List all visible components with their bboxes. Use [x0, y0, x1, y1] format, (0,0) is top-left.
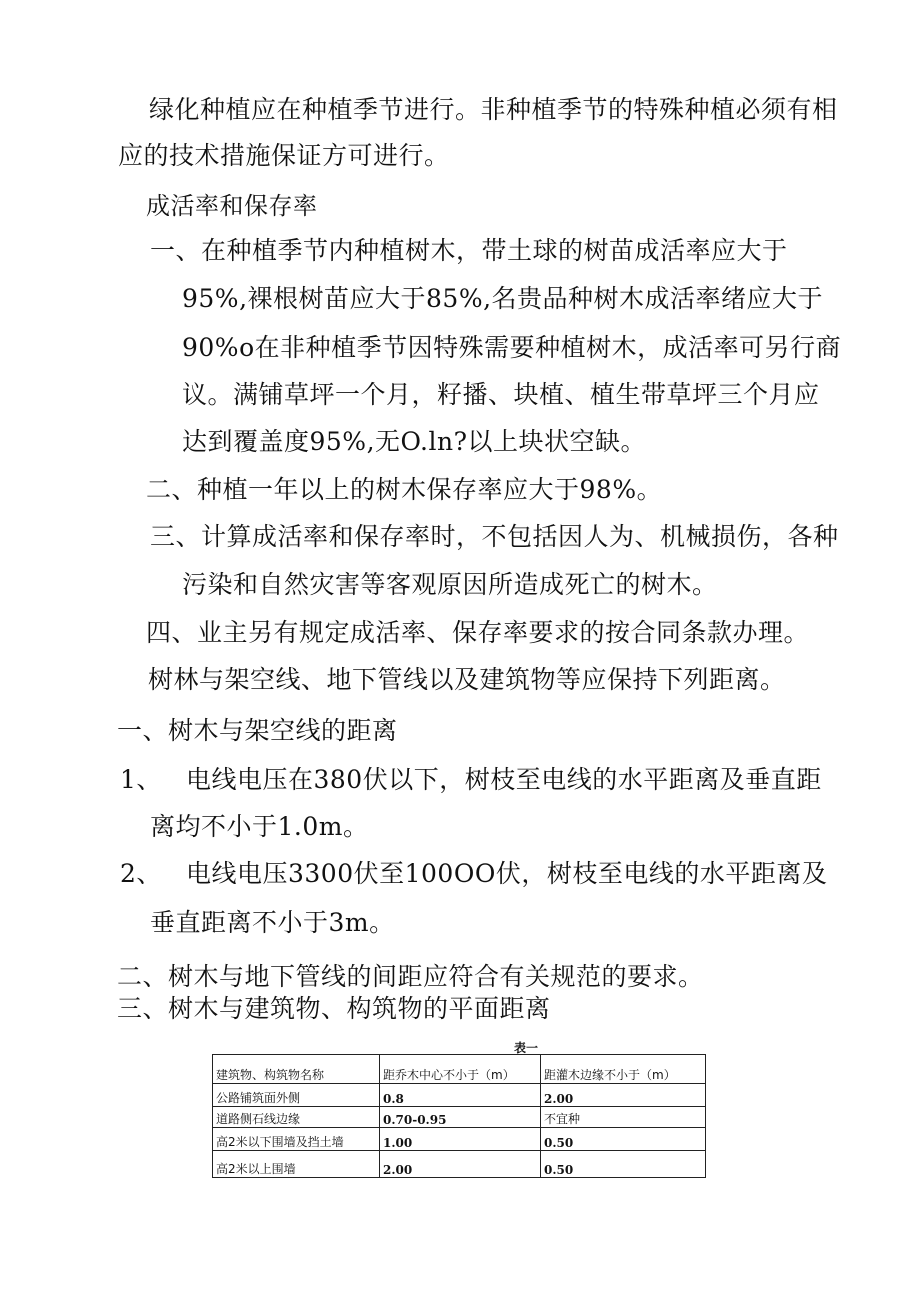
list-item-number: 1、: [120, 765, 162, 794]
paragraph-line: 二、种植一年以上的树木保存率应大于98%。: [146, 475, 663, 504]
list-item-line: 离均不小于1.0m。: [150, 812, 369, 841]
table-row: [213, 1151, 706, 1178]
table-cell: 高2米以上围墙: [213, 1151, 380, 1178]
list-item-line: 电线电压在380伏以下，树枝至电线的水平距离及垂直距: [186, 765, 822, 794]
table-cell: 1.00: [380, 1128, 541, 1151]
table-row: [213, 1107, 706, 1128]
paragraph-line: 污染和自然灾害等客观原因所造成死亡的树木。: [182, 570, 718, 599]
header-cell: 距灌木边缘不小于（m）: [541, 1055, 706, 1084]
paragraph-line: 一、在种植季节内种植树木，带土球的树苗成活率应大于: [150, 236, 788, 265]
paragraph-line: 四、业主另有规定成活率、保存率要求的按合同条款办理。: [146, 618, 810, 647]
header-cell: 距乔木中心不小于（m）: [380, 1055, 541, 1084]
table-header-row: [213, 1055, 706, 1084]
header-cell: 建筑物、构筑物名称: [213, 1055, 380, 1084]
section-heading: 一、树木与架空线的距离: [117, 716, 398, 745]
list-item-number: 2、: [120, 859, 162, 888]
paragraph-line: 应的技术措施保证方可进行。: [118, 141, 450, 170]
section-heading: 三、树木与建筑物、构筑物的平面距离: [117, 994, 551, 1023]
section-heading: 树林与架空线、地下管线以及建筑物等应保持下列距离。: [148, 665, 786, 694]
table-cell: 不宜种: [541, 1107, 706, 1128]
table-cell: 公路铺筑面外侧: [213, 1084, 380, 1107]
table-row: [213, 1128, 706, 1151]
table-cell: 0.50: [541, 1128, 706, 1151]
paragraph-line: 绿化种植应在种植季节进行。非种植季节的特殊种植必须有相: [149, 95, 838, 124]
section-heading: 成活率和保存率: [146, 192, 318, 220]
table-cell: 0.50: [541, 1151, 706, 1178]
table-cell: 道路侧石线边缘: [213, 1107, 380, 1128]
table-cell: 2.00: [380, 1151, 541, 1178]
paragraph-line: 议。满铺草坪一个月，籽播、块植、植生带草坪三个月应: [182, 380, 820, 409]
paragraph-line: 三、计算成活率和保存率时，不包括因人为、机械损伤，各种: [150, 522, 839, 551]
table-row: [213, 1084, 706, 1107]
table-cell: 0.8: [380, 1084, 541, 1107]
paragraph-line: 达到覆盖度95%,无O.ln?以上块状空缺。: [182, 427, 646, 456]
paragraph-line: 90%o在非种植季节因特殊需要种植树木，成活率可另行商: [182, 333, 842, 362]
distance-table: [212, 1054, 706, 1178]
section-heading: 二、树木与地下管线的间距应符合有关规范的要求。: [117, 962, 704, 991]
paragraph-line: 95%,裸根树苗应大于85%,名贵品种树木成活率绪应大于: [182, 284, 824, 313]
table-cell: 2.00: [541, 1084, 706, 1107]
table-cell: 高2米以下围墙及挡土墙: [213, 1128, 380, 1151]
table-title: 表一: [514, 1041, 539, 1055]
table-cell: 0.70-0.95: [380, 1107, 541, 1128]
list-item-line: 垂直距离不小于3m。: [150, 908, 395, 937]
list-item-line: 电线电压3300伏至100OO伏，树枝至电线的水平距离及: [186, 859, 828, 888]
